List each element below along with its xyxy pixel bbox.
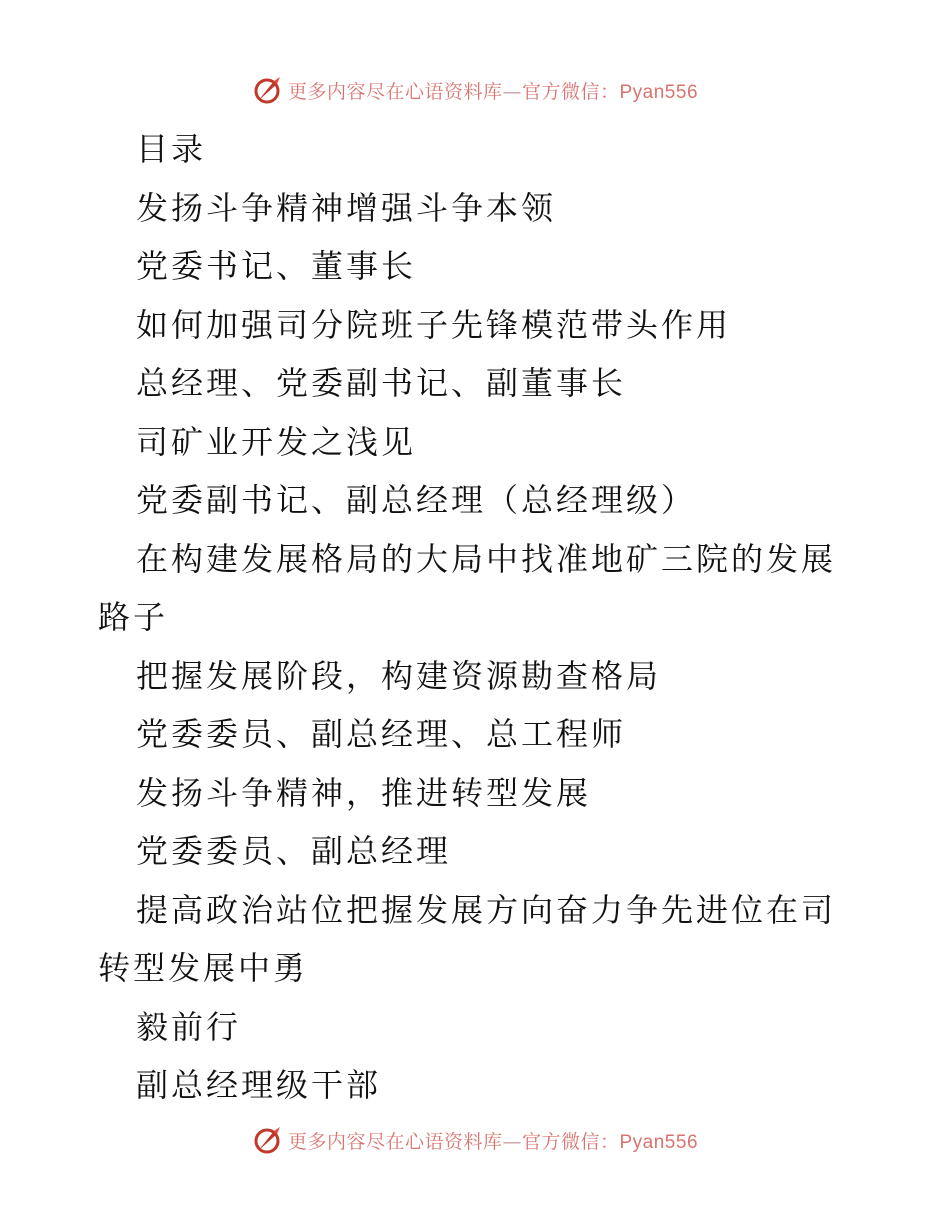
toc-entry-title: 在构建发展格局的大局中找准地矿三院的发展路子 (98, 539, 837, 636)
watermark-text: 更多内容尽在心语资料库—官方微信：Pyan556 (287, 1130, 699, 1153)
watermark-text: 更多内容尽在心语资料库—官方微信：Pyan556 (287, 80, 699, 103)
toc-entry-author: 党委委员、副总经理、总工程师 (136, 715, 627, 753)
toc-entry-author: 总经理、党委副书记、副董事长 (136, 364, 627, 402)
quill-pen-logo-icon (252, 75, 282, 105)
toc-entry-title: 司矿业开发之浅见 (136, 422, 417, 461)
footer-watermark (0, 1120, 950, 1160)
toc-entry-title: 如何加强司分院班子先锋模范带头作用 (136, 305, 732, 344)
toc-entry-author: 党委书记、董事长 (136, 247, 417, 285)
toc-entry-title: 发扬斗争精神增强斗争本领 (136, 188, 557, 227)
toc-entry-title-continuation: 毅前行 (136, 1007, 242, 1046)
toc-heading: 目录 (136, 130, 207, 168)
quill-pen-logo-icon (252, 1125, 282, 1155)
toc-entry-title: 提高政治站位把握发展方向奋力争先进位在司转型发展中勇 (98, 890, 837, 987)
header-watermark (0, 70, 950, 110)
toc-entry-author: 党委副书记、副总经理（总经理级） (136, 481, 697, 519)
toc-entry-author: 党委委员、副总经理 (136, 832, 452, 870)
toc-entry-title: 把握发展阶段，构建资源勘查格局 (136, 656, 662, 695)
toc-entry-author: 副总经理级干部 (136, 1066, 382, 1104)
toc-entry-title: 发扬斗争精神，推进转型发展 (136, 773, 592, 812)
document-body (98, 120, 858, 1115)
